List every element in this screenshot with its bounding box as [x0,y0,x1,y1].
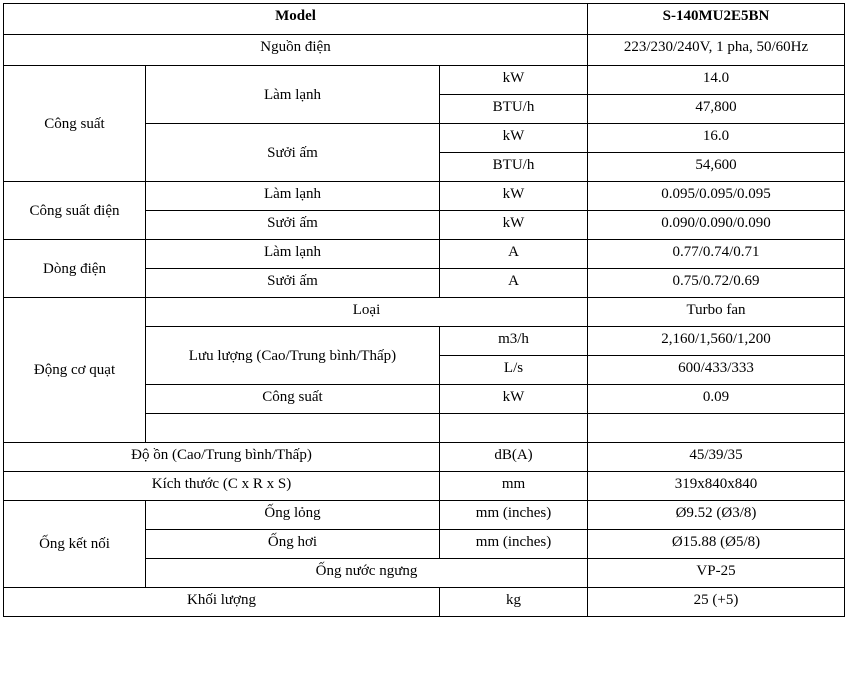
power-input-heating-value: 0.090/0.090/0.090 [588,211,845,240]
table-row [4,588,845,617]
fan-power-label: Công suất [146,385,440,414]
power-input-cooling-label: Làm lạnh [146,182,440,211]
gas-pipe-label: Ống hơi [146,530,440,559]
capacity-label: Công suất [4,66,146,182]
capacity-cooling-kw-unit: kW [440,66,588,95]
weight-value: 25 (+5) [588,588,845,617]
gas-pipe-unit: mm (inches) [440,530,588,559]
power-input-cooling-value: 0.095/0.095/0.095 [588,182,845,211]
table-row [4,472,845,501]
table-row [4,443,845,472]
dimensions-unit: mm [440,472,588,501]
liquid-pipe-value: Ø9.52 (Ø3/8) [588,501,845,530]
current-cooling-label: Làm lạnh [146,240,440,269]
noise-value: 45/39/35 [588,443,845,472]
capacity-heating-kw-unit: kW [440,124,588,153]
table-row [4,240,845,269]
table-row [4,298,845,327]
current-label: Dòng điện [4,240,146,298]
current-heating-value: 0.75/0.72/0.69 [588,269,845,298]
power-input-heating-label: Sưởi ấm [146,211,440,240]
capacity-cooling-kw-value: 14.0 [588,66,845,95]
weight-label: Khối lượng [4,588,440,617]
capacity-heating-kw-value: 16.0 [588,124,845,153]
empty-cell [588,414,845,443]
drain-pipe-value: VP-25 [588,559,845,588]
drain-pipe-label: Ống nước ngưng [146,559,588,588]
dimensions-label: Kích thước (C x R x S) [4,472,440,501]
capacity-cooling-btu-unit: BTU/h [440,95,588,124]
gas-pipe-value: Ø15.88 (Ø5/8) [588,530,845,559]
liquid-pipe-label: Ống lỏng [146,501,440,530]
table-row [4,501,845,530]
dimensions-value: 319x840x840 [588,472,845,501]
power-input-label: Công suất điện [4,182,146,240]
capacity-heating-label: Sưởi ấm [146,124,440,182]
specification-table [3,3,845,617]
capacity-heating-btu-value: 54,600 [588,153,845,182]
airflow-ls-unit: L/s [440,356,588,385]
noise-label: Độ ồn (Cao/Trung bình/Thấp) [4,443,440,472]
capacity-cooling-btu-value: 47,800 [588,95,845,124]
table-row [4,4,845,35]
fan-type-value: Turbo fan [588,298,845,327]
current-heating-unit: A [440,269,588,298]
table-row [4,35,845,66]
weight-unit: kg [440,588,588,617]
airflow-ls-value: 600/433/333 [588,356,845,385]
fan-power-unit: kW [440,385,588,414]
fan-power-value: 0.09 [588,385,845,414]
liquid-pipe-unit: mm (inches) [440,501,588,530]
airflow-m3h-unit: m3/h [440,327,588,356]
current-cooling-unit: A [440,240,588,269]
power-supply-label: Nguồn điện [4,35,588,66]
current-heating-label: Sưởi ấm [146,269,440,298]
noise-unit: dB(A) [440,443,588,472]
model-header-label: Model [4,4,588,35]
airflow-label: Lưu lượng (Cao/Trung bình/Thấp) [146,327,440,385]
table-row [4,182,845,211]
power-input-cooling-unit: kW [440,182,588,211]
fan-type-label: Loại [146,298,588,327]
power-input-heating-unit: kW [440,211,588,240]
capacity-cooling-label: Làm lạnh [146,66,440,124]
piping-label: Ống kết nối [4,501,146,588]
model-header-value: S-140MU2E5BN [588,4,845,35]
fan-motor-label: Động cơ quạt [4,298,146,443]
empty-cell [440,414,588,443]
empty-cell [146,414,440,443]
current-cooling-value: 0.77/0.74/0.71 [588,240,845,269]
table-row [4,66,845,95]
airflow-m3h-value: 2,160/1,560/1,200 [588,327,845,356]
capacity-heating-btu-unit: BTU/h [440,153,588,182]
power-supply-value: 223/230/240V, 1 pha, 50/60Hz [588,35,845,66]
